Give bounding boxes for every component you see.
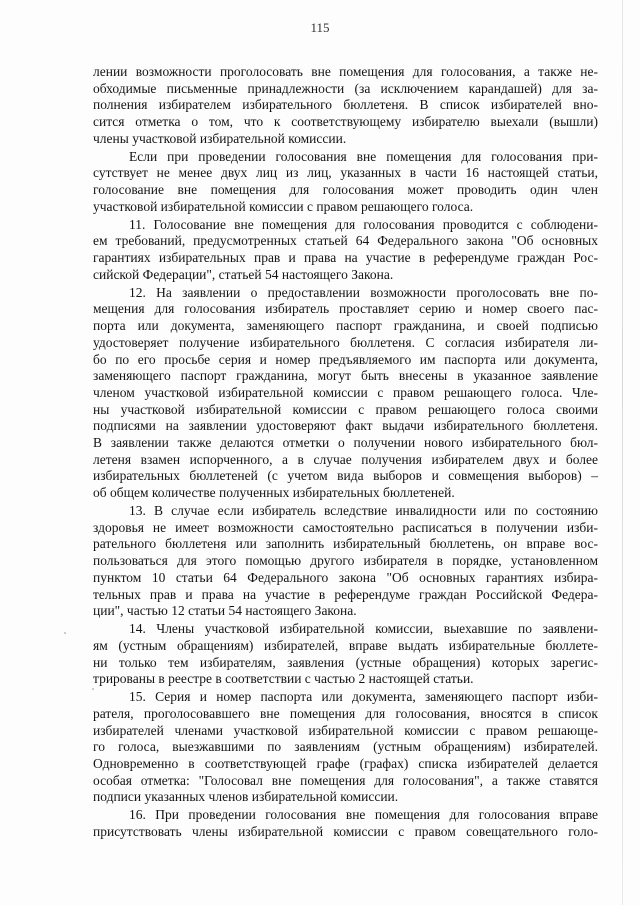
- text-line: пользоваться для этого помощью другого избирателя в порядке, установленном: [93, 553, 598, 569]
- paragraph-14: [93, 621, 598, 688]
- text-line: ции", частью 12 статьи 54 настоящего Закона.: [93, 603, 357, 619]
- text-line: рателя, проголосовавшего вне помещения для голосования, вносятся в список: [93, 705, 598, 721]
- text-line: члены участковой избирательной комиссии.: [93, 130, 347, 146]
- text-line: пунктом 10 статьи 64 Федерального закона "Об основных гарантиях избира-: [93, 569, 598, 585]
- text-line: тельных прав и права на участие в референдуме граждан Российской Федера-: [93, 586, 598, 602]
- text-line: го голоса, выезжавшими по заявлениям (устным обращениям) избирателей.: [93, 739, 598, 755]
- text-line: полнения избирателем избирательного бюллетеня. В список избирателей вно-: [93, 97, 598, 113]
- text-line: участковой избирательной комиссии с правом решающего голоса.: [93, 198, 474, 214]
- text-line: ям (устным обращениям) избирателей, вправе выдать избирательные бюллете-: [93, 637, 598, 653]
- scan-edge-line: [622, 0, 623, 905]
- text-line: присутствовать члены избирательной комиссии с правом совещательного голо-: [93, 823, 598, 839]
- text-line: заменяющего паспорт гражданина, могут быть внесены в указанное заявление: [93, 368, 598, 384]
- text-line: сутствует не менее двух лиц из лиц, указанных в части 16 настоящей статьи,: [93, 165, 598, 181]
- paragraph-11: [93, 217, 598, 284]
- text-line: 16. При проведении голосования вне помещения для голосования вправе: [129, 807, 598, 823]
- text-line: избирателей членами участковой избирательной комиссии с правом решающе-: [93, 722, 598, 738]
- paragraph-12: [93, 285, 598, 502]
- paragraph-witness-note: [93, 149, 598, 216]
- text-line: ем требований, предусмотренных статьей 64 Федерального закона "Об основных: [93, 233, 598, 249]
- text-line: особая отметка: "Голосовал вне помещения для голосования", а также ставятся: [93, 772, 598, 788]
- text-line: членом участковой избирательной комиссии с правом решающего голоса. Чле-: [93, 384, 598, 400]
- text-line: порта или документа, заменяющего паспорт гражданина, и своей подписью: [93, 318, 598, 334]
- text-line: подписи указанных членов избирательной комиссии.: [93, 789, 399, 805]
- text-line: об общем количестве полученных избирательных бюллетеней.: [93, 485, 455, 501]
- text-line: 11. Голосование вне помещения для голосования проводится с соблюдени-: [129, 216, 598, 232]
- text-line: ны участковой избирательной комиссии с правом решающего голоса своими: [93, 401, 598, 417]
- text-line: гарантиях избирательных прав и права на участие в референдуме граждан Рос-: [93, 250, 598, 266]
- text-line: голосование вне помещения для голосования может проводить один член: [93, 182, 598, 198]
- text-line: подписями на заявлении удостоверяют факт выдачи избирательного бюллетеня.: [93, 418, 598, 434]
- text-line: Одновременно в соответствующей графе (графах) списка избирателей делается: [93, 755, 598, 771]
- page-number: 115: [310, 20, 330, 35]
- text-line: 15. Серия и номер паспорта или документа, заменяющего паспорт изби-: [129, 689, 598, 705]
- text-line: трированы в реестре в соответствии с частью 2 настоящей статьи.: [93, 671, 474, 687]
- text-line: бо по его просьбе серия и номер предъявляемого им паспорта или документа,: [93, 351, 598, 367]
- text-line: рательного бюллетеня или заполнить избирательный бюллетень, он вправе вос-: [93, 536, 598, 552]
- text-line: ни только тем избирателям, заявления (устные обращения) которых зарегис-: [93, 654, 598, 670]
- scan-speck: [92, 688, 94, 690]
- scan-speck: [64, 632, 66, 634]
- text-line: 13. В случае если избиратель вследствие инвалидности или по состоянию: [129, 503, 598, 519]
- text-line: удостоверяет получение избирательного бюллетеня. С согласия избирателя ли-: [93, 334, 598, 350]
- paragraph-16: [93, 807, 598, 840]
- text-line: Если при проведении голосования вне помещения для голосования при-: [129, 148, 598, 164]
- text-line: избирательных бюллетеней (с учетом вида выборов и совмещения выборов) –: [93, 468, 598, 484]
- text-line: здоровья не имеет возможности самостоятельно расписаться в получении изби-: [93, 519, 598, 535]
- text-line: 14. Члены участковой избирательной комиссии, выехавшие по заявлени-: [129, 621, 598, 637]
- text-line: 12. На заявлении о предоставлении возможности проголосовать вне по-: [129, 284, 598, 300]
- text-line: летеня взамен испорченного, а в случае получения избирателем двух и более: [93, 451, 598, 467]
- text-line: сится отметка о том, что к соответствующему избирателю выехали (вышли): [93, 114, 598, 130]
- text-line: В заявлении также делаются отметки о получении нового избирательного бюл-: [93, 435, 598, 451]
- text-line: сийской Федерации", статьей 54 настоящего Закона.: [93, 266, 394, 282]
- text-line: мещения для голосования избиратель проставляет серию и номер своего пас-: [93, 301, 598, 317]
- text-line: обходимые письменные принадлежности (за исключением карандашей) для за-: [93, 80, 598, 96]
- document-body: [93, 64, 598, 842]
- paragraph-15: [93, 689, 598, 806]
- paragraph-continuation: [93, 64, 598, 148]
- text-line: лении возможности проголосовать вне помещения для голосования, а также не-: [93, 64, 598, 79]
- paragraph-13: [93, 503, 598, 620]
